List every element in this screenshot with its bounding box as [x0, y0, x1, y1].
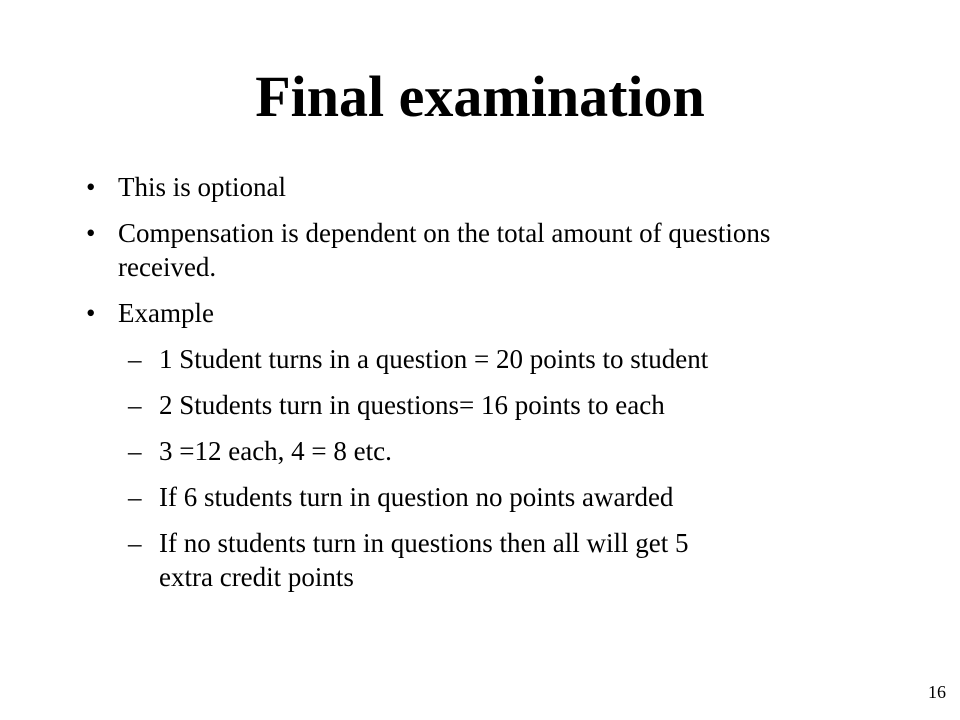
page-number: 16 — [928, 682, 946, 702]
example-text: If 6 students turn in question no points awarded — [159, 482, 674, 512]
dash-marker: – — [128, 528, 142, 558]
example-item — [0, 526, 840, 594]
bullet-text: Compensation is dependent on the total amount of questions received. — [118, 218, 771, 282]
dash-marker: – — [128, 482, 142, 512]
example-text: 2 Students turn in questions= 16 points to each — [159, 390, 665, 420]
example-text: 1 Student turns in a question = 20 points to student — [159, 344, 709, 374]
slide-title: Final examination — [255, 64, 705, 129]
example-item — [0, 480, 840, 514]
bullet-item — [0, 170, 960, 204]
bullet-item — [0, 216, 960, 284]
example-item — [0, 388, 840, 422]
example-item — [0, 434, 840, 468]
example-text: If no students turn in questions then all will get 5 extra credit points — [159, 528, 689, 592]
dash-marker: – — [128, 390, 142, 420]
bullet-marker: • — [86, 218, 96, 248]
bullet-marker: • — [86, 298, 96, 328]
example-item — [0, 342, 840, 376]
example-sub-list — [0, 342, 840, 594]
dash-marker: – — [128, 436, 142, 466]
bullet-text: Example — [118, 298, 214, 328]
bullet-marker: • — [86, 172, 96, 202]
bullet-text: This is optional — [118, 172, 286, 202]
bullet-list — [0, 170, 960, 606]
example-text: 3 =12 each, 4 = 8 etc. — [159, 436, 392, 466]
dash-marker: – — [128, 344, 142, 374]
bullet-item — [0, 296, 960, 594]
